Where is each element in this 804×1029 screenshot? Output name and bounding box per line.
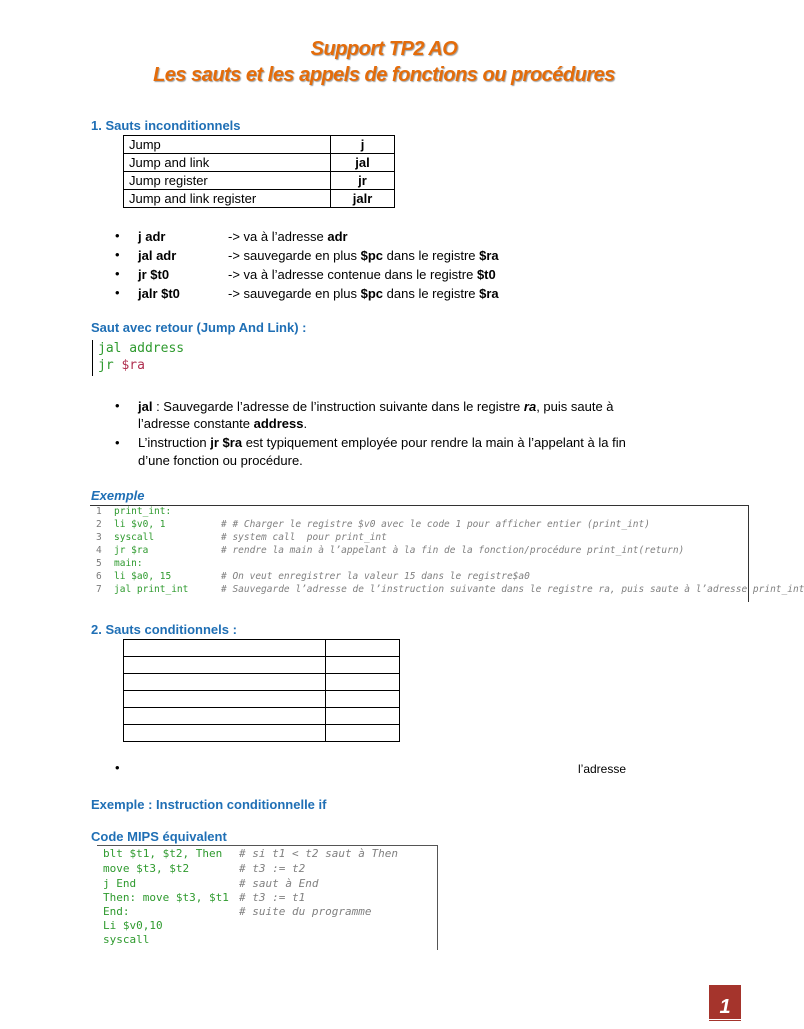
code-line: End: # suite du programme: [103, 905, 372, 918]
table-cell: Jump and link register: [124, 190, 331, 208]
page-number-badge: [709, 985, 741, 1021]
table-cell: Jump: [124, 136, 331, 154]
conditional-jump-table: [123, 639, 400, 742]
code-line: Li $v0,10: [103, 919, 163, 932]
page-number-underline: [709, 1019, 741, 1020]
code-line-jal: jal address: [98, 341, 185, 356]
jr-paragraph-cont: d’une fonction ou procédure.: [138, 453, 303, 468]
code-line: blt $t1, $t2, Then # si t1 < t2 saut à Then: [103, 847, 398, 860]
title-line-2: Les sauts et les appels de fonctions ou procédures: [153, 64, 615, 86]
bullet-desc: -> sauvegarde en plus $pc dans le registre $ra: [228, 248, 499, 263]
table-row: [124, 136, 395, 154]
code-line: 2 li $v0, 1 # # Charger le registre $v0 avec le code 1 pour afficher entier (print_int): [96, 519, 650, 530]
table-cell: [124, 725, 326, 742]
page-number: 1: [719, 996, 731, 1018]
jal-paragraph-cont: l’adresse constante address.: [138, 416, 308, 431]
code-line: syscall: [103, 933, 150, 946]
bullet-desc: -> va à l’adresse adr: [228, 229, 348, 244]
table-row: [124, 154, 395, 172]
bullet-desc: -> sauvegarde en plus $pc dans le registre $ra: [228, 286, 499, 301]
bullet-instr: jal adr: [138, 248, 177, 263]
table-row: [124, 172, 395, 190]
code-line: move $t3, $t2 # t3 := t2: [103, 862, 306, 875]
mips-code-heading: Code MIPS équivalent: [91, 829, 227, 844]
bullet-icon: •: [115, 247, 120, 262]
title-line-1: Support TP2 AO: [310, 38, 458, 60]
code-line-jr: jr $ra: [98, 358, 145, 373]
jal-heading: Saut avec retour (Jump And Link) :: [91, 320, 307, 335]
table-cell: [124, 708, 326, 725]
code-border: [92, 340, 93, 376]
table-row: [124, 708, 400, 725]
table-row: [124, 691, 400, 708]
bullet-icon: •: [115, 435, 120, 450]
bullet-icon: •: [115, 266, 120, 281]
table-cell: [326, 691, 400, 708]
bullet-instr: jr $t0: [138, 267, 170, 282]
code-line: 6 li $a0, 15 # On veut enregistrer la valeur 15 dans le registre$a0: [96, 571, 530, 582]
example-if-heading: Exemple : Instruction conditionnelle if: [91, 797, 327, 812]
table-row: [124, 674, 400, 691]
bullet-instr: j adr: [138, 229, 166, 244]
table-row: [124, 640, 400, 657]
section-1-heading: 1. Sauts inconditionnels: [91, 118, 241, 133]
bullet-instr: jalr $t0: [138, 286, 180, 301]
table-cell: Jump and link: [124, 154, 331, 172]
table-cell: [326, 674, 400, 691]
table-cell: [124, 674, 326, 691]
table-cell: [326, 725, 400, 742]
bullet-tail-text: l’adresse: [578, 762, 627, 776]
code-line: j End # saut à End: [103, 877, 319, 890]
bullet-desc: -> va à l’adresse contenue dans le registre $t0: [228, 267, 496, 282]
code-line: Then: move $t3, $t1 # t3 := t1: [103, 891, 306, 904]
bullet-icon: •: [115, 398, 120, 413]
bullet-icon: •: [115, 760, 120, 775]
code-line: 4 jr $ra # rendre la main à l’appelant à la fin de la fonction/procédure print_int(return): [96, 545, 685, 556]
table-cell: [326, 657, 400, 674]
table-cell: [124, 691, 326, 708]
jal-paragraph: jal : Sauvegarde l’adresse de l’instruction suivante dans le registre ra, puis saute à: [138, 399, 614, 414]
table-cell: [124, 657, 326, 674]
jump-table: [123, 135, 395, 208]
section-2-heading: 2. Sauts conditionnels :: [91, 622, 237, 637]
table-cell: [326, 640, 400, 657]
code-line: 5 main:: [96, 558, 143, 569]
example-heading: Exemple: [91, 488, 145, 503]
table-cell: jal: [331, 154, 395, 172]
table-row: [124, 725, 400, 742]
table-cell: [124, 640, 326, 657]
table-cell: Jump register: [124, 172, 331, 190]
table-row: [124, 190, 395, 208]
bullet-icon: •: [115, 228, 120, 243]
code-line: 3 syscall # system call pour print_int: [96, 532, 387, 543]
code-line: 1 print_int:: [96, 506, 172, 517]
table-cell: [326, 708, 400, 725]
table-cell: jr: [331, 172, 395, 190]
table-row: [124, 657, 400, 674]
table-cell: j: [331, 136, 395, 154]
bullet-icon: •: [115, 285, 120, 300]
table-cell: jalr: [331, 190, 395, 208]
jr-paragraph: L’instruction jr $ra est typiquement employée pour rendre la main à l’appelant à la fin: [138, 435, 626, 450]
code-line: 7 jal print_int # Sauvegarde l’adresse de l’instruction suivante dans le registre ra, puis saute à l’adresse print_int: [96, 584, 804, 595]
